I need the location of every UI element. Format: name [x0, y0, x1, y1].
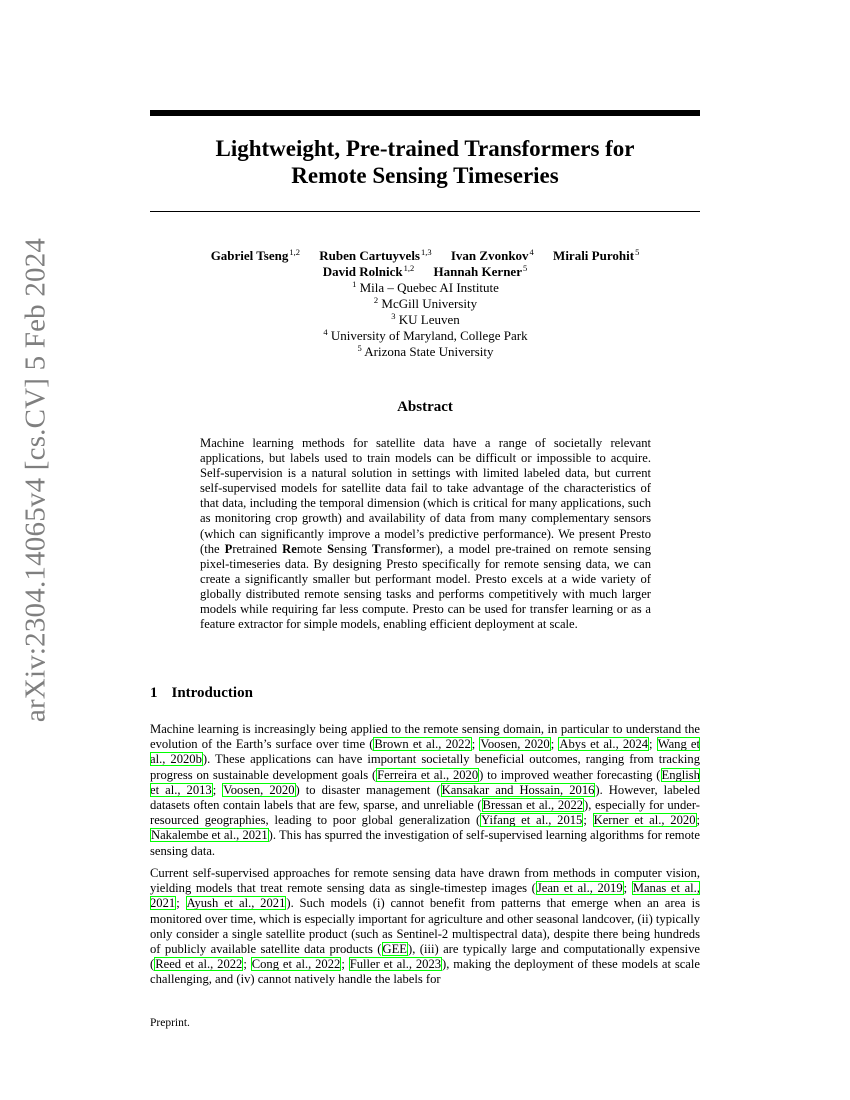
abstract-heading: Abstract: [397, 399, 453, 415]
citation-link[interactable]: Yifang et al., 2015: [481, 813, 583, 828]
author: Gabriel Tseng$^{1,2}$: [210, 247, 300, 263]
paper-title-line-2: Remote Sensing Timeseries: [291, 163, 559, 188]
citation-link[interactable]: Kansakar and Hossain, 2016: [441, 782, 595, 797]
author-line-2: [150, 264, 700, 280]
section-title: Introduction: [171, 685, 253, 701]
citation-link[interactable]: Bressan et al., 2022: [482, 798, 584, 813]
affiliation: $^2$ McGill University: [373, 295, 478, 311]
arxiv-identifier: arXiv:2304.14065v4 [cs.CV] 5 Feb 2024: [19, 237, 52, 723]
section-number: 1: [150, 685, 158, 701]
citation-link[interactable]: Manas et al., 2021: [150, 881, 700, 911]
author: David Rolnick$^{1,2}$: [322, 263, 415, 279]
acronym-letter: Re: [282, 541, 297, 556]
author: Ivan Zvonkov$^4$: [450, 247, 534, 263]
citation-link[interactable]: Fuller et al., 2023: [349, 957, 442, 972]
acronym-letter: S: [327, 541, 335, 556]
presto-acronym: Pretrained Remote Sensing Transformer: [224, 541, 436, 556]
paper-title: [150, 135, 700, 189]
abstract-body: Machine learning methods for satellite data have a range of societally relevant applications, but labels used to train models can be difficult or impossible to acquire. Self-supervision is a natural solution in settings with limited labeled data, but current self-supervised models for satellite data fail to take advantage of the characteristics of that data, including the temporal dimension (which is critical for many applications, such as monitoring crop growth) and availability of data from many complementary sensors (which can significantly improve a model’s predictive performance). We present Presto (the Pretrained Remote Sensing Transformer), a model pre-trained on remote sensing pixel-timeseries data. By designing Presto specifically for remote sensing data, we can create a significantly smaller but performant model. Presto excels at a wide variety of globally distributed remote sensing tasks and performs competitively with much larger models while requiring far less compute. Presto can be used for transfer learning or as a feature extractor for simple models, enabling efficient deployment at scale.: [200, 436, 651, 632]
author: Mirali Purohit$^5$: [553, 247, 640, 263]
citation-link[interactable]: Ferreira et al., 2020: [377, 767, 479, 782]
affiliation: $^5$ Arizona State University: [357, 343, 494, 359]
intro-paragraph-2: Current self-supervised approaches for remote sensing data have drawn from methods in computer vision, yielding models that treat remote sensing data as single-timestep images (Jean et al., 2019; Manas et al., 2021; Ayush et al., 2021). Such models (i) cannot benefit from patterns that emerge when an area is monitored over time, which is especially important for agriculture and other seasonal landcover, (ii) typically only consider a single satellite product (such as Sentinel-2 multispectral data), despite there being hundreds of publicly available satellite data products (GEE), (iii) are typically large and computationally expensive (Reed et al., 2022; Cong et al., 2022; Fuller et al., 2023), making the deployment of these models at scale challenging, and (iv) cannot natively handle the labels for: [150, 866, 701, 987]
citation-link[interactable]: English et al., 2013: [150, 767, 700, 797]
author-block: [150, 248, 700, 360]
affiliation: $^3$ KU Leuven: [391, 311, 460, 327]
arxiv-sidebar: [0, 0, 90, 1100]
title-bottom-rule: [150, 211, 700, 212]
affiliation: $^1$ Mila – Quebec AI Institute: [352, 279, 499, 295]
citation-link[interactable]: GEE: [382, 942, 407, 957]
citation-link[interactable]: Wang et al., 2020b: [150, 737, 700, 767]
citation-link[interactable]: Voosen, 2020: [223, 782, 295, 797]
intro-paragraph-1: Machine learning is increasingly being applied to the remote sensing domain, in particular to understand the evolution of the Earth’s surface over time (Brown et al., 2022; Voosen, 2020; Abys et al., 2024; Wang et al., 2020b). These applications can have important societally beneficial outcomes, ranging from tracking progress on sustainable development goals (Ferreira et al., 2020) to improved weather forecasting (English et al., 2013; Voosen, 2020) to disaster management (Kansakar and Hossain, 2016). However, labeled datasets often contain labels that are few, sparse, and unreliable (Bressan et al., 2022), especially for under-resourced geographies, leading to poor global generalization (Yifang et al., 2015; Kerner et al., 2020; Nakalembe et al., 2021). This has spurred the investigation of self-supervised learning algorithms for remote sensing data.: [150, 722, 700, 858]
author-line-1: [150, 248, 700, 264]
acronym-letter: P: [224, 541, 233, 556]
citation-link[interactable]: Jean et al., 2019: [536, 881, 623, 896]
acronym-letter: T: [372, 541, 381, 556]
citation-link[interactable]: Voosen, 2020: [480, 737, 550, 752]
citation-link[interactable]: Abys et al., 2024: [559, 737, 649, 752]
citation-link[interactable]: Brown et al., 2022: [374, 737, 471, 752]
author: Hannah Kerner$^5$: [433, 263, 528, 279]
affiliation: $^4$ University of Maryland, College Park: [323, 327, 528, 343]
citation-link[interactable]: Kerner et al., 2020: [593, 813, 696, 828]
citation-link[interactable]: Reed et al., 2022: [155, 957, 243, 972]
section-heading-introduction: [150, 685, 253, 702]
preprint-footer: Preprint.: [150, 1017, 190, 1029]
citation-link[interactable]: Ayush et al., 2021: [186, 896, 286, 911]
citation-link[interactable]: Nakalembe et al., 2021: [151, 828, 268, 843]
title-top-rule: [150, 110, 700, 116]
author: Ruben Cartuyvels$^{1,3}$: [319, 247, 432, 263]
paper-title-line-1: Lightweight, Pre-trained Transformers for: [215, 136, 635, 161]
acronym-letter: o: [405, 541, 412, 556]
citation-link[interactable]: Cong et al., 2022: [251, 957, 341, 972]
